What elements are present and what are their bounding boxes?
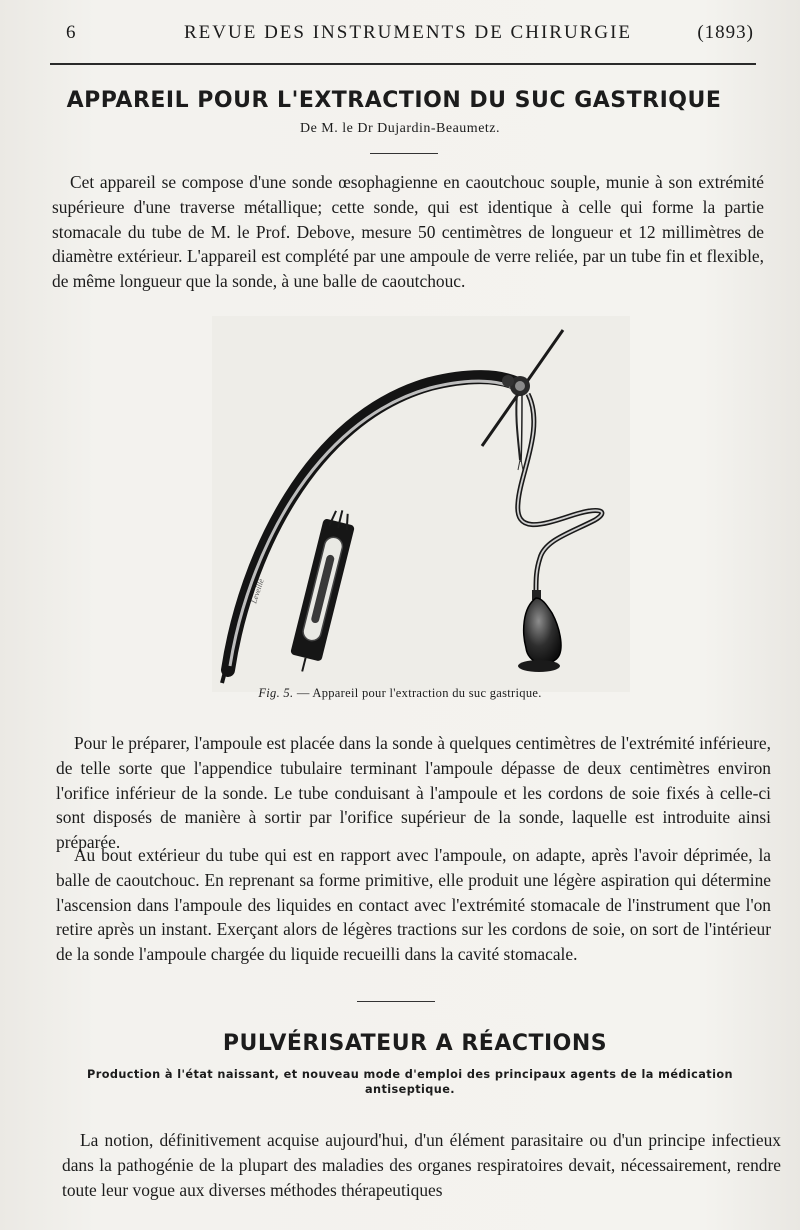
article-title: PULVÉRISATEUR A RÉACTIONS [222, 1031, 608, 1056]
year: (1893) [697, 22, 754, 43]
figure-caption-text: — Appareil pour l'extraction du suc gastrique. [293, 686, 542, 700]
separator-rule [370, 153, 438, 154]
running-head [62, 20, 754, 48]
article-subtitle: Production à l'état naissant, et nouveau mode d'emploi des principaux agents de la médication antiseptique. [87, 1068, 733, 1096]
page-number: 6 [66, 22, 77, 43]
article-title: APPAREIL POUR L'EXTRACTION DU SUC GASTRIQUE [66, 88, 722, 113]
article-byline: De M. le Dr Dujardin-Beaumetz. [299, 121, 501, 136]
separator-rule [357, 1001, 435, 1002]
figure-caption [0, 686, 800, 701]
engraver-signature: Leveillé [249, 577, 266, 605]
gastric-apparatus-engraving [200, 308, 642, 700]
paragraph: Au bout extérieur du tube qui est en rapport avec l'ampoule, on adapte, après l'avoir déprimée, la balle de caoutchouc. En reprenant sa forme primitive, elle produit une légère aspiration qui détermine l'ascension dans l'ampoule des liquides en contact avec l'extrémité stomacale de l'instrument que l'on retire après un instant. Exerçant alors de légères tractions sur les cordons de soie, on sort de l'intérieur de la sonde l'ampoule chargée du liquide recueilli dans la cavité stomacale. [56, 845, 771, 965]
header-rule [50, 63, 756, 65]
paragraph: Pour le préparer, l'ampoule est placée dans la sonde à quelques centimètres de l'extrémité inférieure, de telle sorte que l'appendice tubulaire terminant l'ampoule dépasse de deux centimètres environ l'orifice inférieur de la sonde. Le tube conduisant à l'ampoule et les cordons de soie fixés à celle-ci sont disposés de manière à sortir par l'orifice supérieur de la sonde, laquelle est introduite ainsi préparée. [56, 733, 771, 853]
paragraph: La notion, définitivement acquise aujourd'hui, d'un élément parasitaire ou d'un principe infectieux dans la pathogénie de la plupart des maladies des organes respiratoires devait, nécessairement, rendre toute leur vogue aux diverses méthodes thérapeutiques [62, 1130, 781, 1200]
figure-label: Fig. 5. [258, 686, 294, 700]
figure-illustration [200, 308, 642, 700]
paragraph: Cet appareil se compose d'une sonde œsophagienne en caoutchouc souple, munie à son extrémité supérieure d'une traverse métallique; cette sonde, qui est identique à celle qui forme la partie stomacale du tube de M. le Prof. Debove, mesure 50 centimètres de longueur et 12 millimètres de diamètre extérieur. L'appareil est complété par une ampoule de verre reliée, par un tube fin et flexible, de même longueur que la sonde, à une balle de caoutchouc. [52, 172, 764, 292]
journal-title: REVUE DES INSTRUMENTS DE CHIRURGIE [184, 22, 632, 43]
